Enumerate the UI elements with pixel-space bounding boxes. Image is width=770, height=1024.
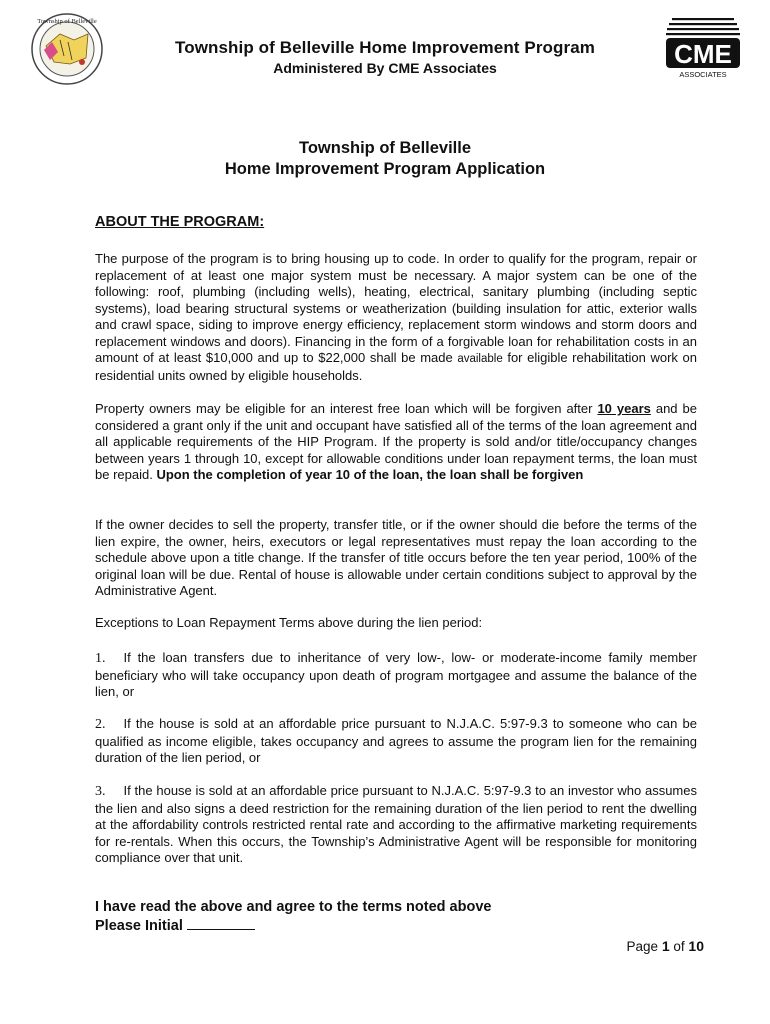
exception-text: If the house is sold at an affordable price pursuant to N.J.A.C. 5:97-9.3 to someone who can be qualified as income eligible, takes occupancy and agrees to assume the program lien for the remaining duration of the lien period, or <box>95 716 697 765</box>
initial-field[interactable] <box>187 917 255 930</box>
header-subtitle: Administered By CME Associates <box>273 60 497 76</box>
paragraph-loan-forgiveness <box>95 401 697 484</box>
document-title-line2: Home Improvement Program Application <box>224 160 546 178</box>
agreement-block <box>95 898 491 935</box>
loan-term-years: 10 years <box>597 401 651 416</box>
page-current: 1 <box>661 938 670 954</box>
loan-forgiven-statement: Upon the completion of year 10 of the loan, the loan shall be forgiven <box>156 467 584 482</box>
paragraph-title-transfer: If the owner decides to sell the property, transfer title, or if the owner should die before the terms of the lien expire, the owner, heirs, executors or legal representatives must repay the loan according to the schedule above upon a title change. If the transfer of title occurs before the ten year period, 100% of the original loan will be due. Rental of house is allowable under certain conditions subject to approval by the Administrative Agent. <box>95 517 697 598</box>
township-seal-logo <box>30 12 104 86</box>
header-title: Township of Belleville Home Improvement Program <box>174 38 596 57</box>
agreement-statement: I have read the above and agree to the terms noted above <box>95 899 492 915</box>
initial-label: Please Initial <box>95 917 183 934</box>
purpose-text-end: for eligible rehabilitation work on residential units owned by eligible households. <box>95 350 697 383</box>
svg-text:CME: CME <box>674 39 732 69</box>
page-total: 10 <box>688 938 704 954</box>
purpose-available-word: available <box>457 353 503 365</box>
exception-text: If the loan transfers due to inheritance of very low-, low- or moderate-income family member beneficiary who will take occupancy upon death of program mortgagee and assume the balance of the lien, or <box>95 650 697 699</box>
page-prefix: Page <box>626 939 659 954</box>
exception-item <box>95 716 697 767</box>
exception-number: 2. <box>95 717 106 732</box>
cme-associates-logo <box>664 14 742 82</box>
exception-number: 3. <box>95 784 106 799</box>
exception-text: If the house is sold at an affordable price pursuant to N.J.A.C. 5:97-9.3 to an investor who assumes the lien and also signs a deed restriction for the remaining duration of the lien period to rent the dwelling at the affordability controls restricted rental rate and according to the affirmative marketing requirements for re-rentals. When this occurs, the Township’s Administrative Agent will be responsible for monitoring compliance over that unit. <box>95 783 697 865</box>
svg-text:Township of Belleville: Township of Belleville <box>37 18 97 25</box>
purpose-text: The purpose of the program is to bring housing up to code. In order to qualify for the program, repair or replacement of at least one major system must be necessary. A major system can be one of the following: roof, plumbing (including wells), heating, electrical, sanitary plumbing (including septic systems), load bearing structural systems or weatherization (building insulation for attic, exterior walls and crawl space, siding to improve energy efficiency, replacement storm windows and storm doors and replacement windows and doors). Financing in the form of a forgivable loan for rehabilitation costs in an amount of at least $10,000 and up to $22,000 shall be made <box>95 251 697 365</box>
exception-item <box>95 783 697 867</box>
loan-text-start: Property owners may be eligible for an interest free loan which will be forgiven after <box>95 401 593 416</box>
exception-item <box>95 650 697 701</box>
document-title-line1: Township of Belleville <box>298 139 472 157</box>
document-title <box>60 138 710 180</box>
paragraph-exceptions-intro: Exceptions to Loan Repayment Terms above during the lien period: <box>95 615 483 630</box>
initial-prompt <box>95 917 491 936</box>
svg-text:ASSOCIATES: ASSOCIATES <box>679 70 727 79</box>
section-heading-about: ABOUT THE PROGRAM: <box>95 214 265 230</box>
exception-number: 1. <box>95 651 106 666</box>
page-indicator <box>627 938 704 954</box>
page-of: of <box>673 939 685 954</box>
loan-text-middle: and be considered a grant only if the unit and occupant have satisfied all of the terms of the loan agreement and all applicable requirements of the HIP Program. If the property is sold and/or title/occupancy changes between years 1 through 10, except for allowable conditions under loan repayment terms, the loan must be repaid. <box>95 401 697 482</box>
paragraph-purpose <box>95 251 697 384</box>
